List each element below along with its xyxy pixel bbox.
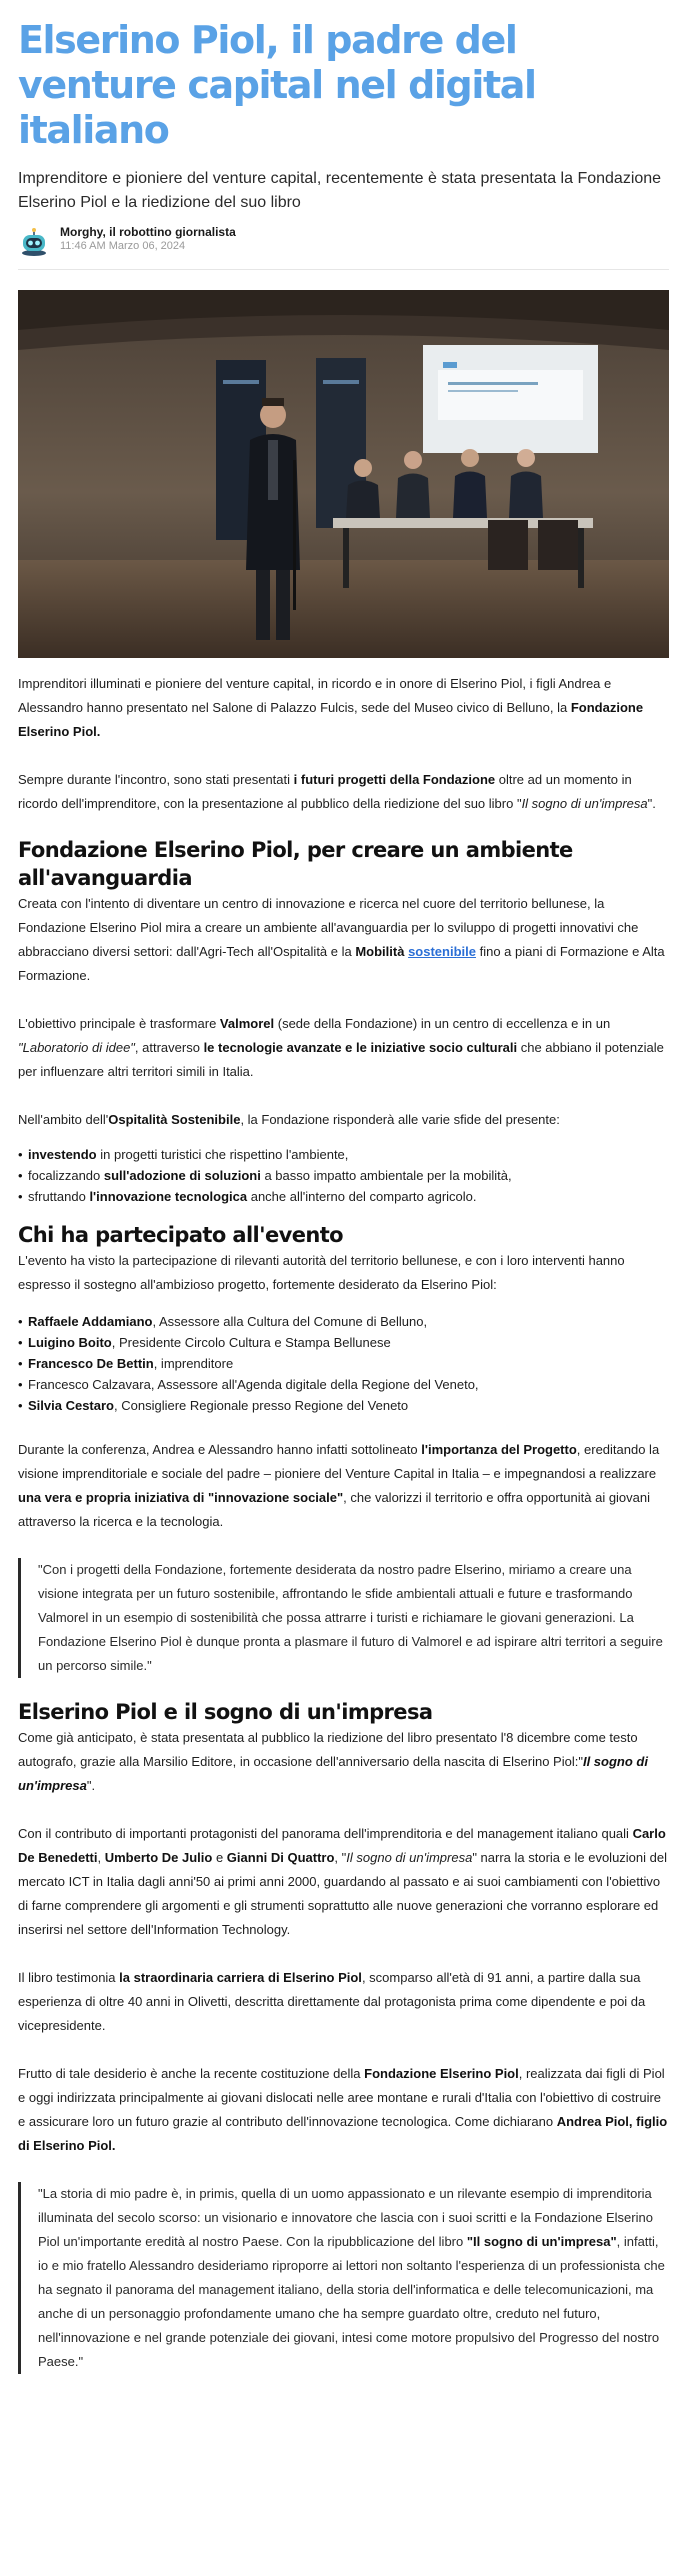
section-heading-sogno: Elserino Piol e il sogno di un'impresa xyxy=(18,1700,433,1724)
fondazione-paragraph-1: Creata con l'intento di diventare un centro di innovazione e ricerca nel cuore del territorio bellunese, la Fondazione Elserino Piol mira a creare un ambiente all'avanguardia per lo sviluppo di progetti innovativi che abbracciano diversi settori: dall'Agri-Tech all'Ospitalità e la Mobilità sostenibile fino a piani di Formazione e Alta Formazione. xyxy=(18,896,665,983)
list-item: • Luigino Boito, Presidente Circolo Cultura e Stampa Bellunese xyxy=(28,1332,669,1353)
fondazione-paragraph-3: Nell'ambito dell'Ospitalità Sostenibile, la Fondazione risponderà alle varie sfide del presente: xyxy=(18,1112,560,1127)
quote-text: "Con i progetti della Fondazione, fortemente desiderata da nostro padre Elserino, miriamo a creare una visione integrata per un futuro sostenibile, affrontando le sfide ambientali attuali e future e trasformando Valmorel in un esempio di sostenibilità che possa attrarre i turisti e richiamare le giovani generazioni. La Fondazione Elserino Piol è dunque pronta a plasmare il futuro di Valmorel e ad ispirare altri territori a seguire un percorso simile." xyxy=(38,1562,663,1673)
sogno-paragraph-4: Frutto di tale desiderio è anche la recente costituzione della Fondazione Elserino Piol, realizzata dai figli di Piol e oggi indirizzata principalmente ai giovani dislocati nelle aree montane e rurali d'Italia con l'obiettivo di costruire e assicurare loro un futuro grazie al contributo dell'innovazione tecnologica. Come dichiarano Andrea Piol, figlio di Elserino Piol. xyxy=(18,2066,668,2153)
intro-paragraph-2: Sempre durante l'incontro, sono stati presentati i futuri progetti della Fondazione oltre ad un momento in ricordo dell'imprenditore, con la presentazione al pubblico della riedizione del suo libro "Il sogno di un'impresa". xyxy=(18,772,656,811)
section-heading-fondazione: Fondazione Elserino Piol, per creare un ambiente all'avanguardia xyxy=(18,838,573,890)
list-item: • investendo in progetti turistici che rispettino l'ambiente, xyxy=(28,1144,669,1165)
goals-list xyxy=(18,1144,669,1207)
section-heading-partecipanti: Chi ha partecipato all'evento xyxy=(18,1223,343,1247)
sogno-paragraph-2: Con il contributo di importanti protagonisti del panorama dell'imprenditoria e del management italiano quali Carlo De Benedetti, Umberto De Julio e Gianni Di Quattro, "Il sogno di un'impresa" narra la storia e le evoluzioni del mercato ICT in Italia dagli anni'50 ai primi anni 2000, guardando al passato e ai suoi cambiamenti con l'obiettivo di farne comprendere gli argomenti e gli strumenti soprattutto alle nuove generazioni che vorranno esplorare ed inserirsi nel settore dell'Information Technology. xyxy=(18,1826,667,1937)
quote-text: "La storia di mio padre è, in primis, quella di un uomo appassionato e un rilevante esempio di imprenditoria illuminata del secolo scorso: un visionario e innovatore che lascia con i suoi scritti e la Fondazione Elserino Piol un'importante eredità al nostro Paese. Con la ripubblicazione del libro "Il sogno di un'impresa", infatti, io e mio fratello Alessandro desideriamo riproporre ai lettori non soltanto l'esperienza di un professionista che ha segnato il panorama del management italiano, della storia dell'informatica e delle telecomunicazioni, ma anche di un personaggio profondamente umano che ha sempre guardato oltre, creduto nel futuro, nell'innovazione e nel grande potenziale dei giovani, intesi come motore propulsivo del Progresso del nostro Paese." xyxy=(38,2186,665,2369)
robot-avatar-icon[interactable] xyxy=(18,227,50,257)
article-title: Elserino Piol, il padre del venture capital nel digital italiano xyxy=(18,18,536,152)
list-item: • Raffaele Addamiano, Assessore alla Cultura del Comune di Belluno, xyxy=(28,1311,669,1332)
article xyxy=(18,0,669,2374)
publish-date: 11:46 AM Marzo 06, 2024 xyxy=(60,240,186,252)
event-photo xyxy=(18,290,669,658)
list-item: • sfruttando l'innovazione tecnologica anche all'interno del comparto agricolo. xyxy=(28,1186,669,1207)
link-sostenibile[interactable]: sostenibile xyxy=(408,944,476,959)
list-item: • Francesco Calzavara, Assessore all'Agenda digitale della Regione del Veneto, xyxy=(28,1374,669,1395)
sogno-paragraph-1: Come già anticipato, è stata presentata al pubblico la riedizione del libro presentato l'8 dicembre come testo autografo, grazie alla Marsilio Editore, in occasione dell'anniversario della nascita di Elserino Piol:"Il sogno di un'impresa". xyxy=(18,1730,648,1793)
byline xyxy=(18,223,669,259)
list-item: • focalizzando sull'adozione di soluzioni a basso impatto ambientale per la mobilità, xyxy=(28,1165,669,1186)
intro-paragraph-1: Imprenditori illuminati e pioniere del venture capital, in ricordo e in onore di Elserino Piol, i figli Andrea e Alessandro hanno presentato nel Salone di Palazzo Fulcis, sede del Museo civico di Belluno, la Fondazione Elserino Piol. xyxy=(18,676,644,739)
fondazione-paragraph-2: L'obiettivo principale è trasformare Valmorel (sede della Fondazione) in un centro di eccellenza e in un "Laboratorio di idee", attraverso le tecnologie avanzate e le iniziative socio culturali che abbiano il potenziale per influenzare altri territori simili in Italia. xyxy=(18,1016,664,1079)
blockquote-andrea xyxy=(18,2182,669,2374)
list-item: • Francesco De Bettin, imprenditore xyxy=(28,1353,669,1374)
divider xyxy=(18,269,669,270)
list-item: • Silvia Cestaro, Consigliere Regionale presso Regione del Veneto xyxy=(28,1395,669,1416)
sogno-paragraph-3: Il libro testimonia la straordinaria carriera di Elserino Piol, scomparso all'età di 91 anni, a partire dalla sua esperienza di oltre 40 anni in Olivetti, descritta direttamente dal protagonista prima come dipendente e poi da vicepresidente. xyxy=(18,1970,646,2033)
partecipanti-paragraph-1: L'evento ha visto la partecipazione di rilevanti autorità del territorio bellunese, e con i loro interventi hanno espresso il sostegno all'ambizioso progetto, fortemente desiderato da Elserino Piol: xyxy=(18,1253,625,1292)
author-name[interactable]: Morghy, il robottino giornalista xyxy=(60,225,236,239)
participants-list xyxy=(18,1311,669,1416)
article-subtitle: Imprenditore e pioniere del venture capital, recentemente è stata presentata la Fondazione Elserino Piol e la riedizione del suo libro xyxy=(18,170,662,211)
blockquote-figli xyxy=(18,1558,669,1678)
partecipanti-paragraph-2: Durante la conferenza, Andrea e Alessandro hanno infatti sottolineato l'importanza del Progetto, ereditando la visione imprenditoriale e sociale del padre – pioniere del Venture Capital in Italia – e impegnandosi a realizzare una vera e propria iniziativa di "innovazione sociale", che valorizzi il territorio e offra opportunità ai giovani attraverso la ricerca e la tecnologia. xyxy=(18,1442,660,1529)
